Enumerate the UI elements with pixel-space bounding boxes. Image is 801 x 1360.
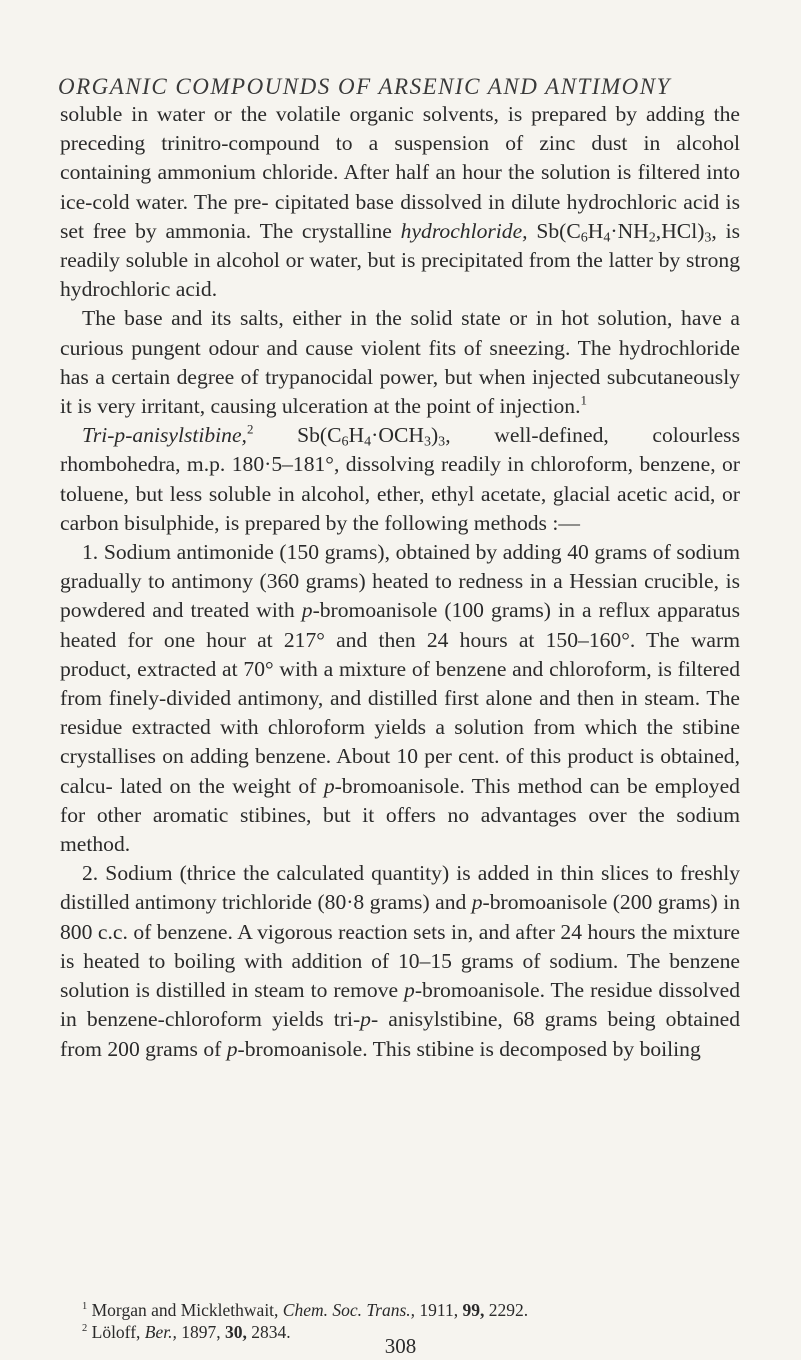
footnote-reference: 2 (246, 421, 254, 437)
journal-name: Chem. Soc. Trans., (282, 1300, 416, 1320)
text-span: Morgan and Micklethwait, (87, 1300, 283, 1320)
formula-subscript: 6 (580, 229, 588, 246)
compound-name: Tri-p-anisylstibine, (82, 423, 247, 448)
text-span: - anisylstibine, 68 grams being obtained from 200 grams of (60, 1007, 740, 1061)
method-2 (60, 859, 740, 1063)
volume-number: 99, (462, 1300, 485, 1320)
journal-name: Ber., (144, 1322, 177, 1342)
formula-subscript: 2 (648, 229, 656, 246)
footnote-reference: 1 (580, 392, 587, 408)
text-span: 2834. (246, 1322, 291, 1342)
paragraph-properties (60, 304, 740, 421)
para-prefix: p (226, 1036, 238, 1061)
body-text (60, 100, 740, 1064)
text-span: -bromoanisole. This stibine is decomposed by boiling (237, 1036, 701, 1061)
paragraph-continued (60, 100, 740, 304)
text-span: Löloff, (87, 1322, 145, 1342)
formula-subscript: 3 (704, 229, 712, 246)
formula-subscript: 4 (603, 229, 611, 246)
formula-part: H (348, 423, 365, 448)
text-span: The base and its salts, either in the solid state or in hot solution, have a curious pungent odour and cause violent fits of sneezing. The hydrochloride has a certain degree of trypanocidal power, but when injected subcutaneously it is very irritant, causing ulceration at the point of injection. (60, 306, 740, 419)
footnote-mark: 2 (82, 1323, 88, 1335)
text-span: 1. Sodium antimonide (150 grams), obtained by adding 40 grams of sodium gradually to antimony (360 grams) heated to redness in a Hessian crucible, is powdered and treated with (60, 540, 740, 623)
formula-part: ·OCH (371, 423, 424, 448)
text-span: , is readily soluble in alcohol or water, but is precipitated from the latter by strong hydrochloric acid. (60, 218, 740, 302)
formula-part: ) (430, 423, 439, 448)
formula-subscript: 3 (438, 433, 446, 450)
para-prefix: p (471, 890, 483, 915)
text-span: -bromoanisole (200 grams) in 800 c.c. of benzene. A vigorous reaction sets in, and after 24 hours the mixture is heated to boiling with addition of 10–15 grams of sodium. The benzene solution is distilled in steam to remove (60, 890, 740, 1003)
text-span: -bromoanisole (100 grams) in a reflux apparatus heated for one hour at 217° and then 24 hours at 150–160°. The warm product, extracted at 70° with a mixture of benzene and chloroform, is filtered from finely-divided antimony, and distilled first alone and then in steam. The residue extracted with chloroform yields a solution from which the stibine crystallises on adding benzene. About 10 per cent. of this product is obtained, calcu- lated on the weight of (60, 598, 740, 798)
text-span: 1911, (415, 1300, 463, 1320)
text-span: 2. Sodium (thrice the calculated quantity) is added in thin slices to freshly distilled antimony trichloride (80·8 grams) and (60, 861, 740, 915)
para-prefix: p (323, 773, 335, 798)
para-prefix: p (404, 978, 415, 1003)
text-span: 1897, (176, 1322, 225, 1342)
formula-subscript: 3 (423, 433, 431, 450)
text-span: -bromoanisole. The residue dissolved in benzene-chloroform yields tri- (60, 978, 740, 1032)
text-span: soluble in water or the volatile organic solvents, is prepared by adding the preceding trinitro-compound to a suspension of zinc dust in alcohol containing ammonium chloride. After half an hour the solution is filtered into ice-cold water. The pre- cipitated base dissolved in dilute hydrochloric acid is set free by ammonia. The crystalline (60, 102, 740, 243)
volume-number: 30, (224, 1322, 247, 1342)
compound-name: hydrochloride, (400, 218, 528, 243)
method-1 (60, 538, 740, 859)
running-head: ORGANIC COMPOUNDS OF ARSENIC AND ANTIMONY (58, 74, 671, 99)
formula-part: ·NH (610, 218, 649, 243)
paragraph-trianisylstibine (60, 421, 740, 538)
text-span: 2292. (484, 1300, 529, 1320)
para-prefix: p (360, 1007, 371, 1032)
text-span: , well-defined, colourless rhombohedra, m.p. 180·5–181°, dissolving readily in chloroform, benzene, or toluene, but less soluble in alcohol, ether, ethyl acetate, glacial acetic acid, or carbon bisulphide, is prepared by the following methods :— (60, 423, 740, 535)
formula-subscript: 6 (341, 433, 349, 450)
formula-part: Sb(C (253, 423, 342, 448)
page-number: 308 (384, 1334, 417, 1358)
text-span: -bromoanisole. This method can be employed for other aromatic stibines, but it offers no advantages over the sodium method. (60, 773, 740, 857)
footnote-1 (60, 1299, 740, 1321)
formula-subscript: 4 (364, 433, 372, 450)
formula-part: Sb(C (527, 218, 581, 243)
formula-part: ,HCl) (655, 218, 705, 243)
para-prefix: p (301, 598, 313, 623)
footnote-mark: 1 (82, 1301, 88, 1313)
formula-part: H (587, 218, 604, 243)
